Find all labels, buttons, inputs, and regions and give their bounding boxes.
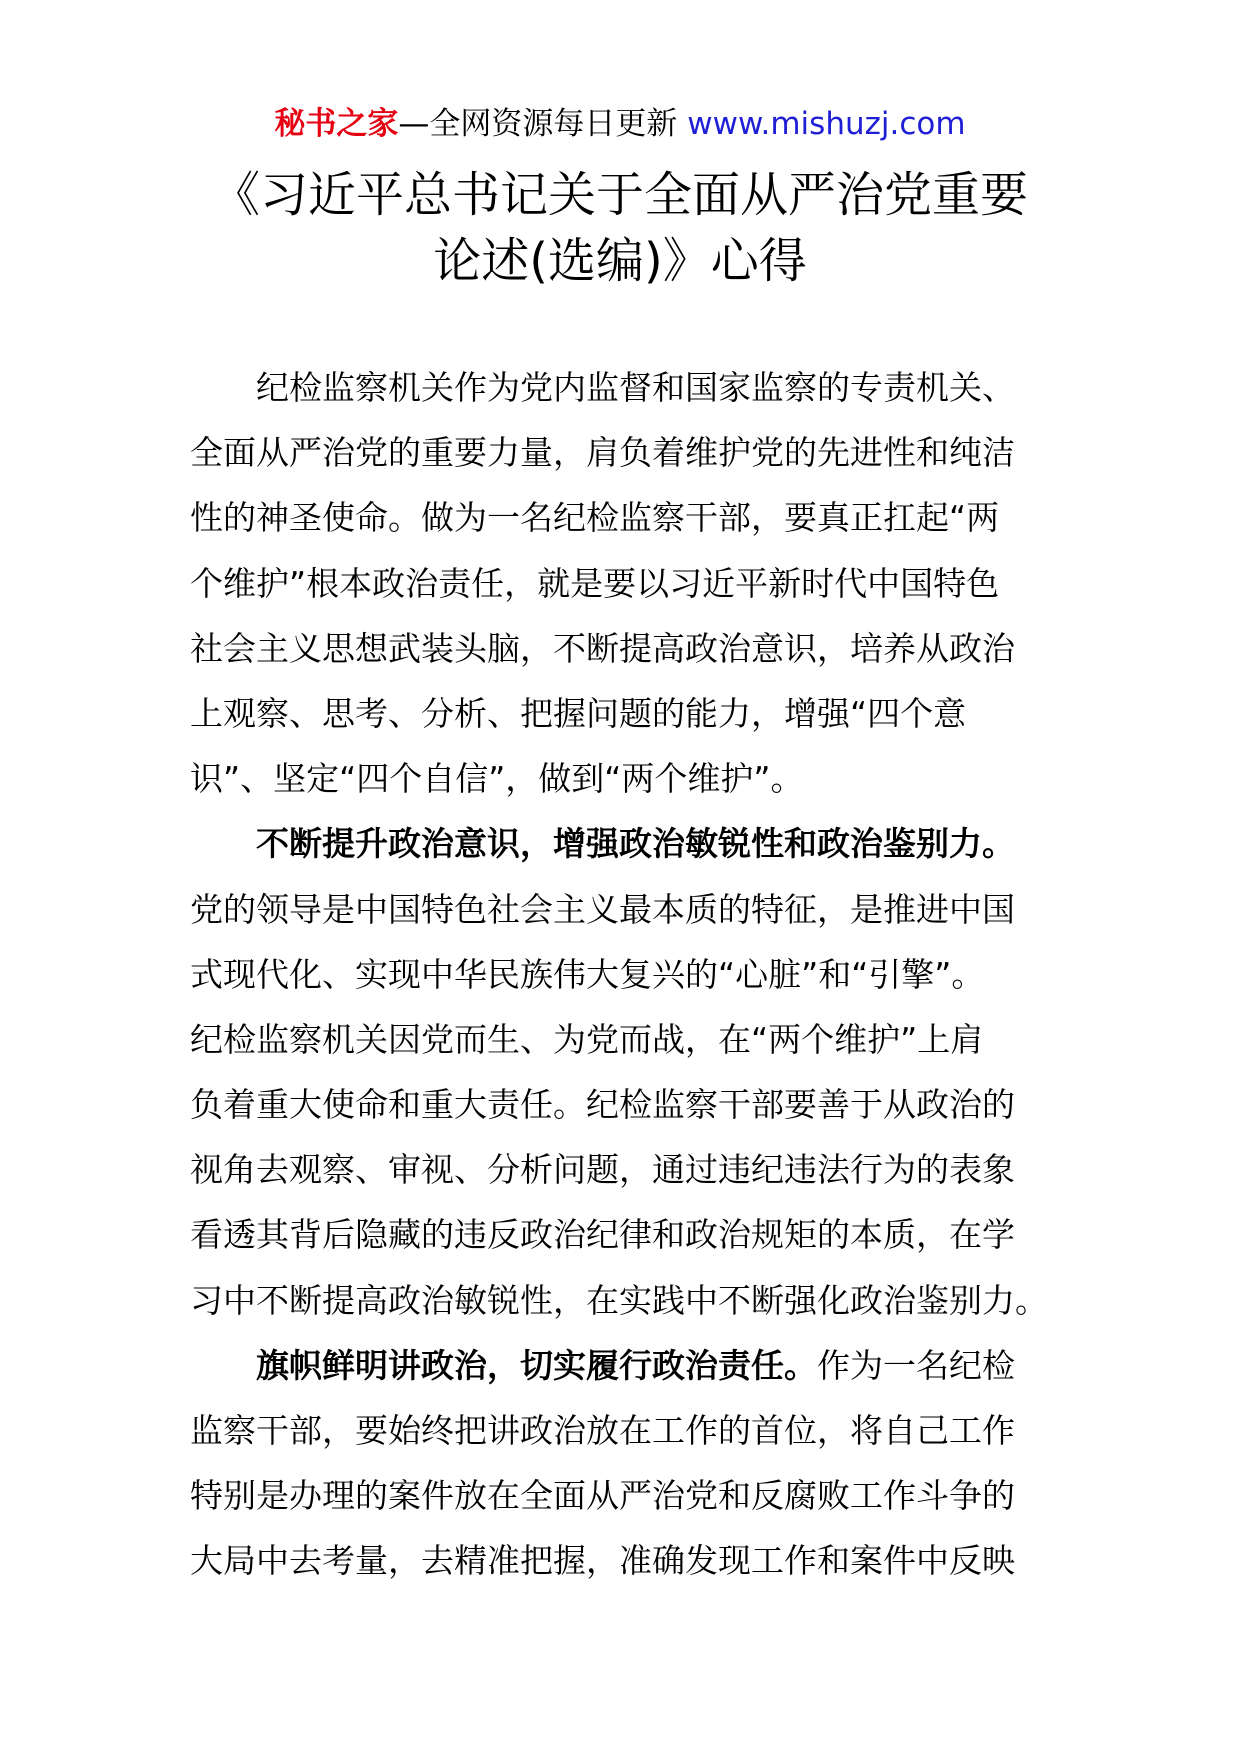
body-line: 大局中去考量，去精准把握，准确发现工作和案件中反映 (190, 1541, 1015, 1581)
body-line: 性的神圣使命。做为一名纪检监察干部，要真正扛起“两 (190, 498, 1000, 538)
section-heading-political-responsibility: 旗帜鲜明讲政治，切实履行政治责任。 (256, 1345, 817, 1385)
body-line: 看透其背后隐藏的违反政治纪律和政治规矩的本质，在学 (190, 1215, 1015, 1255)
body-line: 社会主义思想武装头脑，不断提高政治意识，培养从政治 (190, 628, 1015, 668)
section-heading-political-awareness: 不断提升政治意识，增强政治敏锐性和政治鉴别力。 (256, 824, 1015, 864)
body-line: 负着重大使命和重大责任。纪检监察干部要善于从政治的 (190, 1085, 1015, 1125)
site-header (0, 102, 1240, 146)
body-line: 式现代化、实现中华民族伟大复兴的“心脏”和“引擎”。 (190, 954, 985, 994)
site-url-link[interactable]: www.mishuzj.com (687, 106, 966, 142)
site-brand: 秘书之家 (274, 106, 399, 142)
body-line: 党的领导是中国特色社会主义最本质的特征，是推进中国 (190, 889, 1015, 929)
body-line: 习中不断提高政治敏锐性，在实践中不断强化政治鉴别力。 (190, 1280, 1048, 1320)
title-line-1: 《习近平总书记关于全面从严治党重要 (211, 167, 1028, 223)
body-line: 纪检监察机关作为党内监督和国家监察的专责机关、 (256, 368, 1015, 407)
body-line: 特别是办理的案件放在全面从严治党和反腐败工作斗争的 (190, 1476, 1015, 1516)
body-line: 全面从严治党的重要力量，肩负着维护党的先进性和纯洁 (190, 433, 1015, 473)
body-line: 个维护”根本政治责任，就是要以习近平新时代中国特色 (190, 563, 1000, 603)
body-line: 识”、坚定“四个自信”，做到“两个维护”。 (190, 759, 804, 799)
site-tagline: —全网资源每日更新 (398, 106, 678, 142)
body-line: 纪检监察机关因党而生、为党而战，在“两个维护”上肩 (190, 1019, 984, 1059)
body-line-continuation: 作为一名纪检 (817, 1345, 1015, 1385)
body-line: 视角去观察、审视、分析问题，通过违纪违法行为的表象 (190, 1150, 1015, 1190)
document-body (190, 355, 1070, 1594)
body-line (190, 1333, 1070, 1398)
body-line: 上观察、思考、分析、把握问题的能力，增强“四个意 (190, 693, 967, 733)
title-line-2: 论述(选编)》心得 (433, 233, 807, 289)
document-title (0, 162, 1240, 294)
body-line: 监察干部，要始终把讲政治放在工作的首位，将自己工作 (190, 1411, 1015, 1450)
